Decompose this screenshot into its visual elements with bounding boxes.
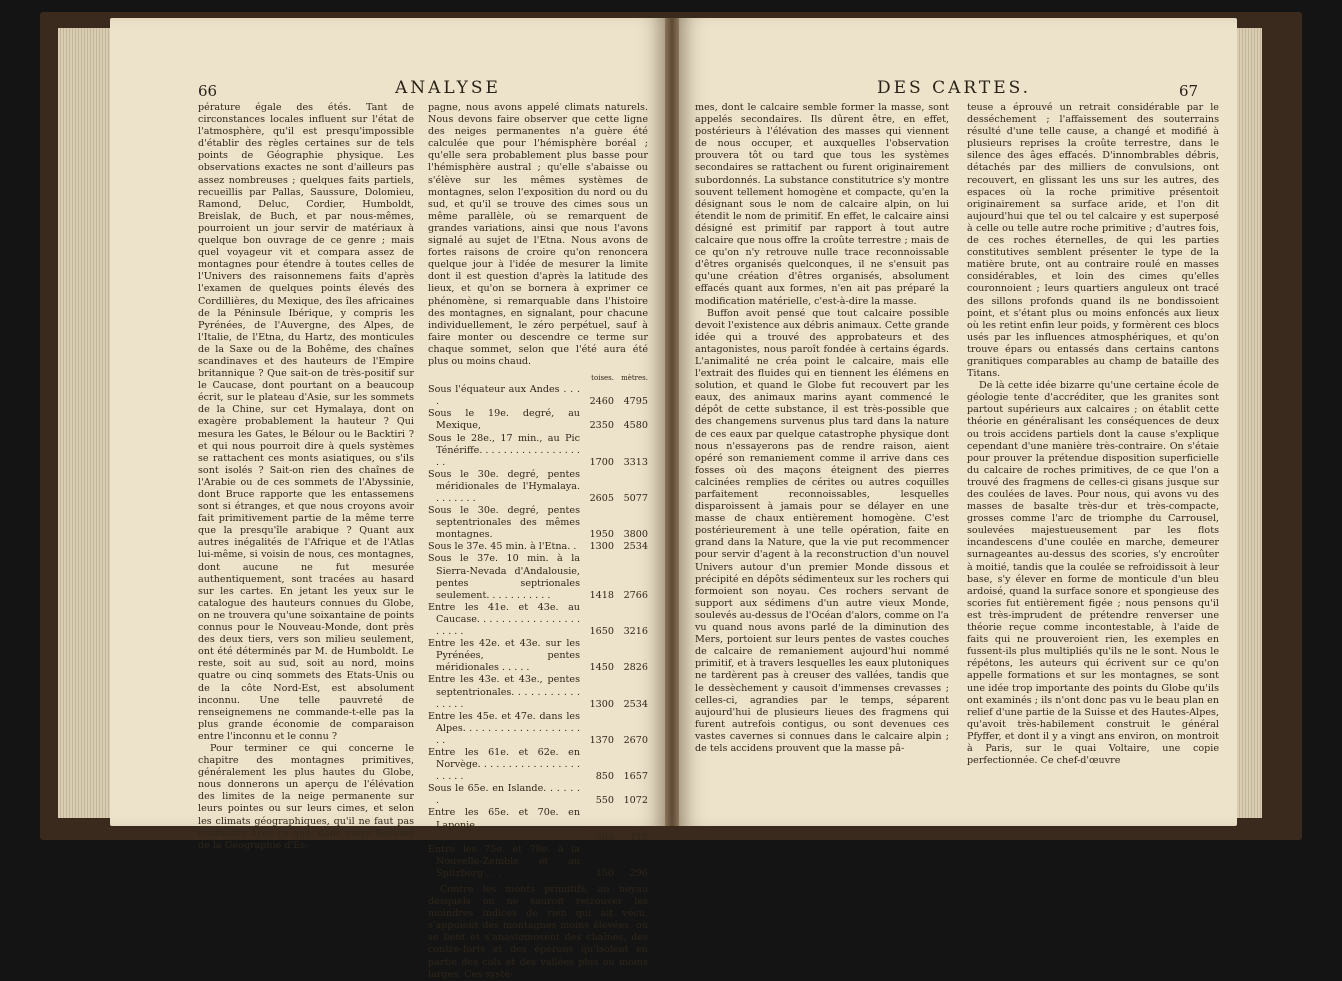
row-toises: 1650 (589, 626, 614, 638)
row-label: Entre les 65e. et 70e. en Laponie. . . . . . . . . . . . . . . . . . . . . (428, 807, 580, 843)
paragraph: mes, dont le calcaire semble former la masse, sont appelés secondaires. Ils dûrent être, en effet, postérieurs à l'élévation des masses qui viennent de nous occuper, et auxquelles l'observation prouvera tôt ou tard que tous les systèmes secondaires se rattachent ou furent originairement subordonnés. La substance constitutrice s'y montre souvent tellement homogène et compacte, qu'en la désignant sous le nom de calcaire alpin, on lui étendit le nom de primitif. En effet, le calcaire ainsi désigné est primitif par rapport à tout autre calcaire que nous offre la croûte terrestre ; mais de ce qu'on n'y retrouve nulle trace reconnoissable d'êtres organisés quelconques, il ne s'ensuit pas qu'une création d'êtres organisés, absolument effacés quant aux formes, n'en ait pas préparé la modification matérielle, c'est-à-dire la masse. (695, 102, 949, 307)
row-toises: 2460 (589, 396, 614, 408)
table-row (428, 505, 648, 541)
column-header-metres: mètres. (621, 374, 648, 383)
row-label: Sous le 28e., 17 min., au Pic Ténériffe. . . . . . . . . . . . . . . . . . . (428, 432, 580, 468)
paragraph: pérature égale des étés. Tant de circonstances locales influent sur l'état de l'atmosphère, qu'il est presqu'impossible d'établir des règles certaines sur de tels points de Géographie physique. Les observations exactes ne sont d'ailleurs pas assez nombreuses ; quelques faits partiels, recueillis par Pallas, Saussure, Dolomieu, Ramond, Deluc, Cordier, Humboldt, Breislak, de Buch, et par nous-mêmes, pourroient un jour servir de matériaux à quelque bon ouvrage de ce genre ; mais quel voyageur vit et compara assez de montagnes pour étendre à toutes celles de l'Univers des raisonnemens faits d'après l'examen de quelques points élevés des Cordillières, du Mexique, des îles africaines de la Péninsule Ibérique, y compris les Pyrénées, de l'Auvergne, des Alpes, de l'Italie, de l'Etna, du Hartz, des monticules de la Saxe ou de la Bohême, des chaînes scandinaves et des hauteurs de l'Empire britannique ? Que sait-on de très-positif sur le Caucase, dont pourtant on a beaucoup écrit, sur le plateau d'Asie, sur les sommets de la Chine, sur cet Hymalaya, dont on exagère probablement la hauteur ? Qui mesura les Gates, le Bélour ou le Backtiri ? et qui nous pourroit dire à quels systèmes se rattachent ces monts asiatiques, ou s'ils sont isolés ? Sait-on rien des chaînes de l'Arabie ou de ces sommets de l'Abyssinie, dont Bruce rapporte que les entassemens sont si étranges, et que nous croyons avoir fait primitivement partie de la même terre que la presqu'île arabique ? Quant aux autres inégalités de l'Afrique et de l'Atlas lui-même, si voisin de nous, ces montagnes, dont aucune ne fut mesurée authentiquement, sont tracées au hasard sur les cartes. En jetant les yeux sur le catalogue des hauteurs connues du Globe, on ne trouvera qu'une soixantaine de points connus pour le Nouveau-Monde, dont près des deux tiers, vers son milieu seulement, ont été déterminés par M. de Humboldt. Le reste, soit au sud, soit au nord, moins quatre ou cinq sommets des Etats-Unis ou de la côte Nord-Est, est absolument inconnu. Une telle pauvreté de renseignemens ne commande-t-elle pas la plus grande économie de comparaison entre l'inconnu et le connu ? (198, 102, 414, 742)
table-row (428, 384, 648, 408)
paragraph: teuse a éprouvé un retrait considérable par le desséchement ; l'affaissement des souterrains résulté d'une telle cause, a changé et modifié à plusieurs reprises la croûte terrestre, dans le silence des âges effacés. D'innombrables débris, détachés par des milliers de convulsions, ont recouvert, en glissant les uns sur les autres, des espaces où la roche primitive présentoit originairement sa surface aride, et l'on dit aujourd'hui que tel ou tel calcaire y est superposé à celle ou telle autre roche primitive ; d'autres fois, de ces roches éternelles, de qui les parties constitutives semblent présenter le type de la matière brute, ont au contraire roulé en masses considérables, et loin des cimes qu'elles couronnoient ; leurs quartiers anguleux ont tracé des sillons profonds quand ils ne bondissoient point, et s'étant plus ou moins enfoncés aux lieux où les retint enfin leur poids, y formèrent ces blocs usés par les influences atmosphériques, et qu'on trouve épars ou entassés dans certains cantons granitiques comparables au champ de bataille des Titans. (967, 102, 1219, 380)
row-label: Sous le 30e. degré, pentes septentrionales des mêmes montagnes. (428, 505, 580, 541)
row-metres: 2534 (623, 698, 648, 710)
right-page (679, 18, 1237, 826)
page-number-left: 66 (198, 82, 218, 100)
row-toises: 1300 (589, 541, 614, 553)
paragraph: pagne, nous avons appelé climats naturels. Nous devons faire observer que cette ligne des neiges permanentes n'a guère été calculée que pour l'hémisphère boréal ; qu'elle sera probablement plus basse pour l'hémisphère austral ; qu'elle s'abaisse ou s'élève sur les mêmes systèmes de montagnes, selon l'exposition du nord ou du sud, et qu'il se trouve des cimes sous un même parallèle, où se remarquent de grandes variations, ainsi que nous l'avons signalé au sujet de l'Etna. Nous avons de fortes raisons de croire qu'on renoncera quelque jour à l'idée de mesurer la limite dont il est question d'après la latitude des lieux, et qu'on se bornera à exprimer ce phénomène, si remarquable dans l'histoire des montagnes, en signalant, pour chacune individuellement, le zéro perpétuel, sauf à faire monter ou descendre ce terme sur chaque sommet, selon que l'été aura été plus ou moins chaud. (428, 102, 648, 367)
right-page-column-2 (967, 102, 1219, 814)
row-label: Sous l'équateur aux Andes . . . . (428, 384, 580, 408)
row-label: Sous le 37e. 10 min. à la Sierra-Nevada d'Andalousie, pentes septrionales seulement. . . . . . . . . . . (428, 553, 580, 601)
paragraph: Pour terminer ce qui concerne le chapitre des montagnes primitives, généralement les plus hautes du Globe, nous donnerons un aperçu de l'élévation des limites de la neige permanente sur leurs pointes ou sur leurs cimes, et selon les climats géographiques, qu'il ne faut pas confondre avec ce que, dans notre Résumé de la Géographie d'Es- (198, 742, 414, 851)
row-metres: 5077 (623, 493, 648, 504)
row-toises: 550 (595, 795, 614, 807)
row-toises: 1450 (589, 662, 614, 674)
right-page-stack-edge (1236, 28, 1262, 818)
row-metres: 713 (629, 831, 648, 843)
row-metres: 2766 (623, 589, 648, 601)
row-label: Sous le 30e. degré, pentes méridionales de l'Hymalaya. . . . . . . . (428, 468, 580, 504)
table-body (428, 384, 648, 880)
page-number-right: 67 (1179, 82, 1199, 100)
right-page-column-1 (695, 102, 949, 814)
table-row (428, 602, 648, 638)
row-metres: 296 (629, 867, 648, 879)
table-row (428, 674, 648, 710)
table-row (428, 747, 648, 783)
row-metres: 1657 (623, 771, 648, 783)
running-head-right: DES CARTES. (877, 78, 1032, 98)
left-page-stack-edge (58, 28, 114, 818)
row-metres: 2670 (623, 734, 648, 746)
row-label: Sous le 65e. en Islande. . . . . . . (428, 783, 580, 807)
table-row (428, 783, 648, 807)
row-toises: 366 (595, 831, 614, 843)
row-toises: 1300 (589, 698, 614, 710)
row-label: Entre les 75e. et 78e. à la Nouvelle-Zemble et au Spitzberg . . . . (428, 843, 580, 879)
table-row (428, 844, 648, 880)
left-page-column-1 (198, 102, 414, 851)
row-label: Entre les 41e. et 43e. au Caucase. . . . . . . . . . . . . . . . . . . . . . (428, 601, 580, 638)
row-toises: 150 (595, 867, 614, 879)
row-metres: 3800 (623, 529, 648, 541)
table-row (428, 408, 648, 432)
table-row (428, 711, 648, 747)
row-label: Entre les 43e. et 43e., pentes septentrionales. . . . . . . . . . . . . . . . (428, 674, 580, 710)
table-row (428, 553, 648, 601)
table-row (428, 807, 648, 843)
left-page-column-2 (428, 102, 648, 980)
table-row (428, 541, 648, 553)
row-toises: 1950 (589, 529, 614, 541)
table-row (428, 638, 648, 674)
running-head-left: ANALYSE (395, 78, 501, 98)
row-metres: 4580 (623, 420, 648, 432)
row-toises: 2350 (589, 420, 614, 432)
row-label: Sous le 37e. 45 min. à l'Etna. . (428, 541, 577, 553)
row-metres: 3216 (623, 626, 648, 638)
snow-line-table (428, 372, 648, 880)
left-page (110, 18, 665, 980)
table-row (428, 469, 648, 505)
column-header-toises: toises. (591, 374, 614, 383)
table-row (428, 433, 648, 469)
row-toises: 1700 (589, 456, 614, 468)
row-label: Sous le 19e. degré, au Mexique, (428, 408, 580, 432)
row-label: Entre les 42e. et 43e. sur les Pyrénées, pentes méridionales . . . . . (428, 638, 580, 674)
row-label: Entre les 45e. et 47e. dans les Alpes. . . . . . . . . . . . . . . . . . . . . (428, 710, 580, 746)
paragraph: Buffon avoit pensé que tout calcaire possible devoit l'existence aux débris animaux. Cette grande idée qui a trouvé des approbateurs et des antagonistes, nous paroît fondée à certains égards. L'animalité ne créa point le calcaire, mais elle l'extrait des fluides qui en tiennent les élémens en solution, et quand le Globe fut recouvert par les eaux, des animaux marins ayant commencé le dépôt de cette substance, il est très-possible que des changemens survenus plus tard dans la nature de ces eaux par quelque catastrophe physique dont nous n'essayerons pas de rendre raison, aient opéré son remaniement comme il arrive dans ces fosses où des maçons éteignent des pierres calcinées remplies de cérites ou autres coquilles parfaitement reconnoissables, lesquelles disparoissent à jamais pour se délayer en une masse de chaux entièrement homogène. C'est postérieurement à une telle opération, faite en grand dans la Nature, que la vie put recommencer pour servir d'agent à la reconstruction d'un nouvel Univers autour d'un premier Monde dissous et précipité en dépôts sédimenteux sur les rochers qui formoient son noyau. Ces rochers servant de support aux sédimens d'un autre vieux Monde, soulevés au-dessus de l'Océan d'alors, comme on l'a vu quand nous avons parlé de la diminution des Mers, portoient sur leurs pentes de vastes couches de calcaire de remaniement aujourd'hui nommé primitif, et à travers lesquelles les eaux plutoniques ne tardèrent pas à creuser des vallées, tandis que le dessèchement y causoit d'immenses crevasses ; celles-ci, agrandies par le temps, séparent aujourd'hui de plusieurs lieues des fragmens qui furent autrefois contigus, ou sont devenues ces vastes cavernes si connues dans le calcaire alpin ; de tels accidens prouvent que la masse pâ- (695, 307, 949, 754)
row-metres: 1072 (623, 795, 648, 807)
book-gutter (665, 18, 679, 826)
row-toises: 1418 (589, 589, 614, 601)
row-toises: 850 (595, 771, 614, 783)
row-metres: 3313 (623, 456, 648, 468)
row-toises: 1370 (589, 734, 614, 746)
row-label: Entre les 61e. et 62e. en Norvège. . . . . . . . . . . . . . . . . . . . . . (428, 746, 580, 783)
row-metres: 2534 (623, 541, 648, 553)
table-header-row (428, 372, 648, 384)
row-metres: 4795 (623, 396, 648, 408)
paragraph: Contre les monts primitifs, au noyau desquels on ne sauroit retrouver les moindres indices de rien qui ait vécu, s'appuient des montagnes moins élevées, où se lient et s'anastomosent des chaînes, des contre-forts et des éperons qu'isolent en partie des cols et des vallées plus ou moins larges. Ces systè- (428, 884, 648, 980)
paragraph: De là cette idée bizarre qu'une certaine école de géologie tente d'accréditer, que les granites sont partout supérieurs aux calcaires ; on établit cette théorie en généralisant les conséquences de deux ou trois accidens partiels dont la cause s'explique cependant d'une manière très-contraire. On s'étaie pour prouver la prétendue disposition superficielle du calcaire de roches primitives, de ce que l'on a trouvé des fragmens de celles-ci gisans jusque sur des coulées de laves. Pour nous, qui avons vu des masses de basalte très-dur et très-compacte, grosses comme l'arc de triomphe du Carrousel, soulevées majestueusement par les flots incandescens d'une coulée en marche, demeurer surnageantes au-dessus des scories, s'y encroûter à moitié, tandis que la coulée se refroidissoit à leur base, s'y élever en forme de monticule d'un bleu ardoisé, quand la surface sonore et spongieuse des scories fut entièrement figée ; nous pensons qu'il est très-imprudent de prétendre renverser une théorie reçue comme incontestable, à l'aide de faits qui ne prouveroient rien, les exemples en fussent-ils plus multipliés qu'ils ne le sont. Nous le répétons, les auteurs qui écrivent sur ce qu'on appelle formations et sur les montagnes, se sont une idée trop importante des points du Globe qu'ils ont examinés ; ils n'ont donc pas vu le beau plan en relief d'une partie de la Suisse et des Hautes-Alpes, qu'avoit très-habilement construit le général Pfyffer, et dont il y a vingt ans environ, on montroit à Paris, sur le quai Voltaire, une copie perfectionnée. Ce chef-d'œuvre (967, 380, 1219, 767)
row-toises: 2605 (589, 493, 614, 504)
row-metres: 2826 (623, 662, 648, 674)
